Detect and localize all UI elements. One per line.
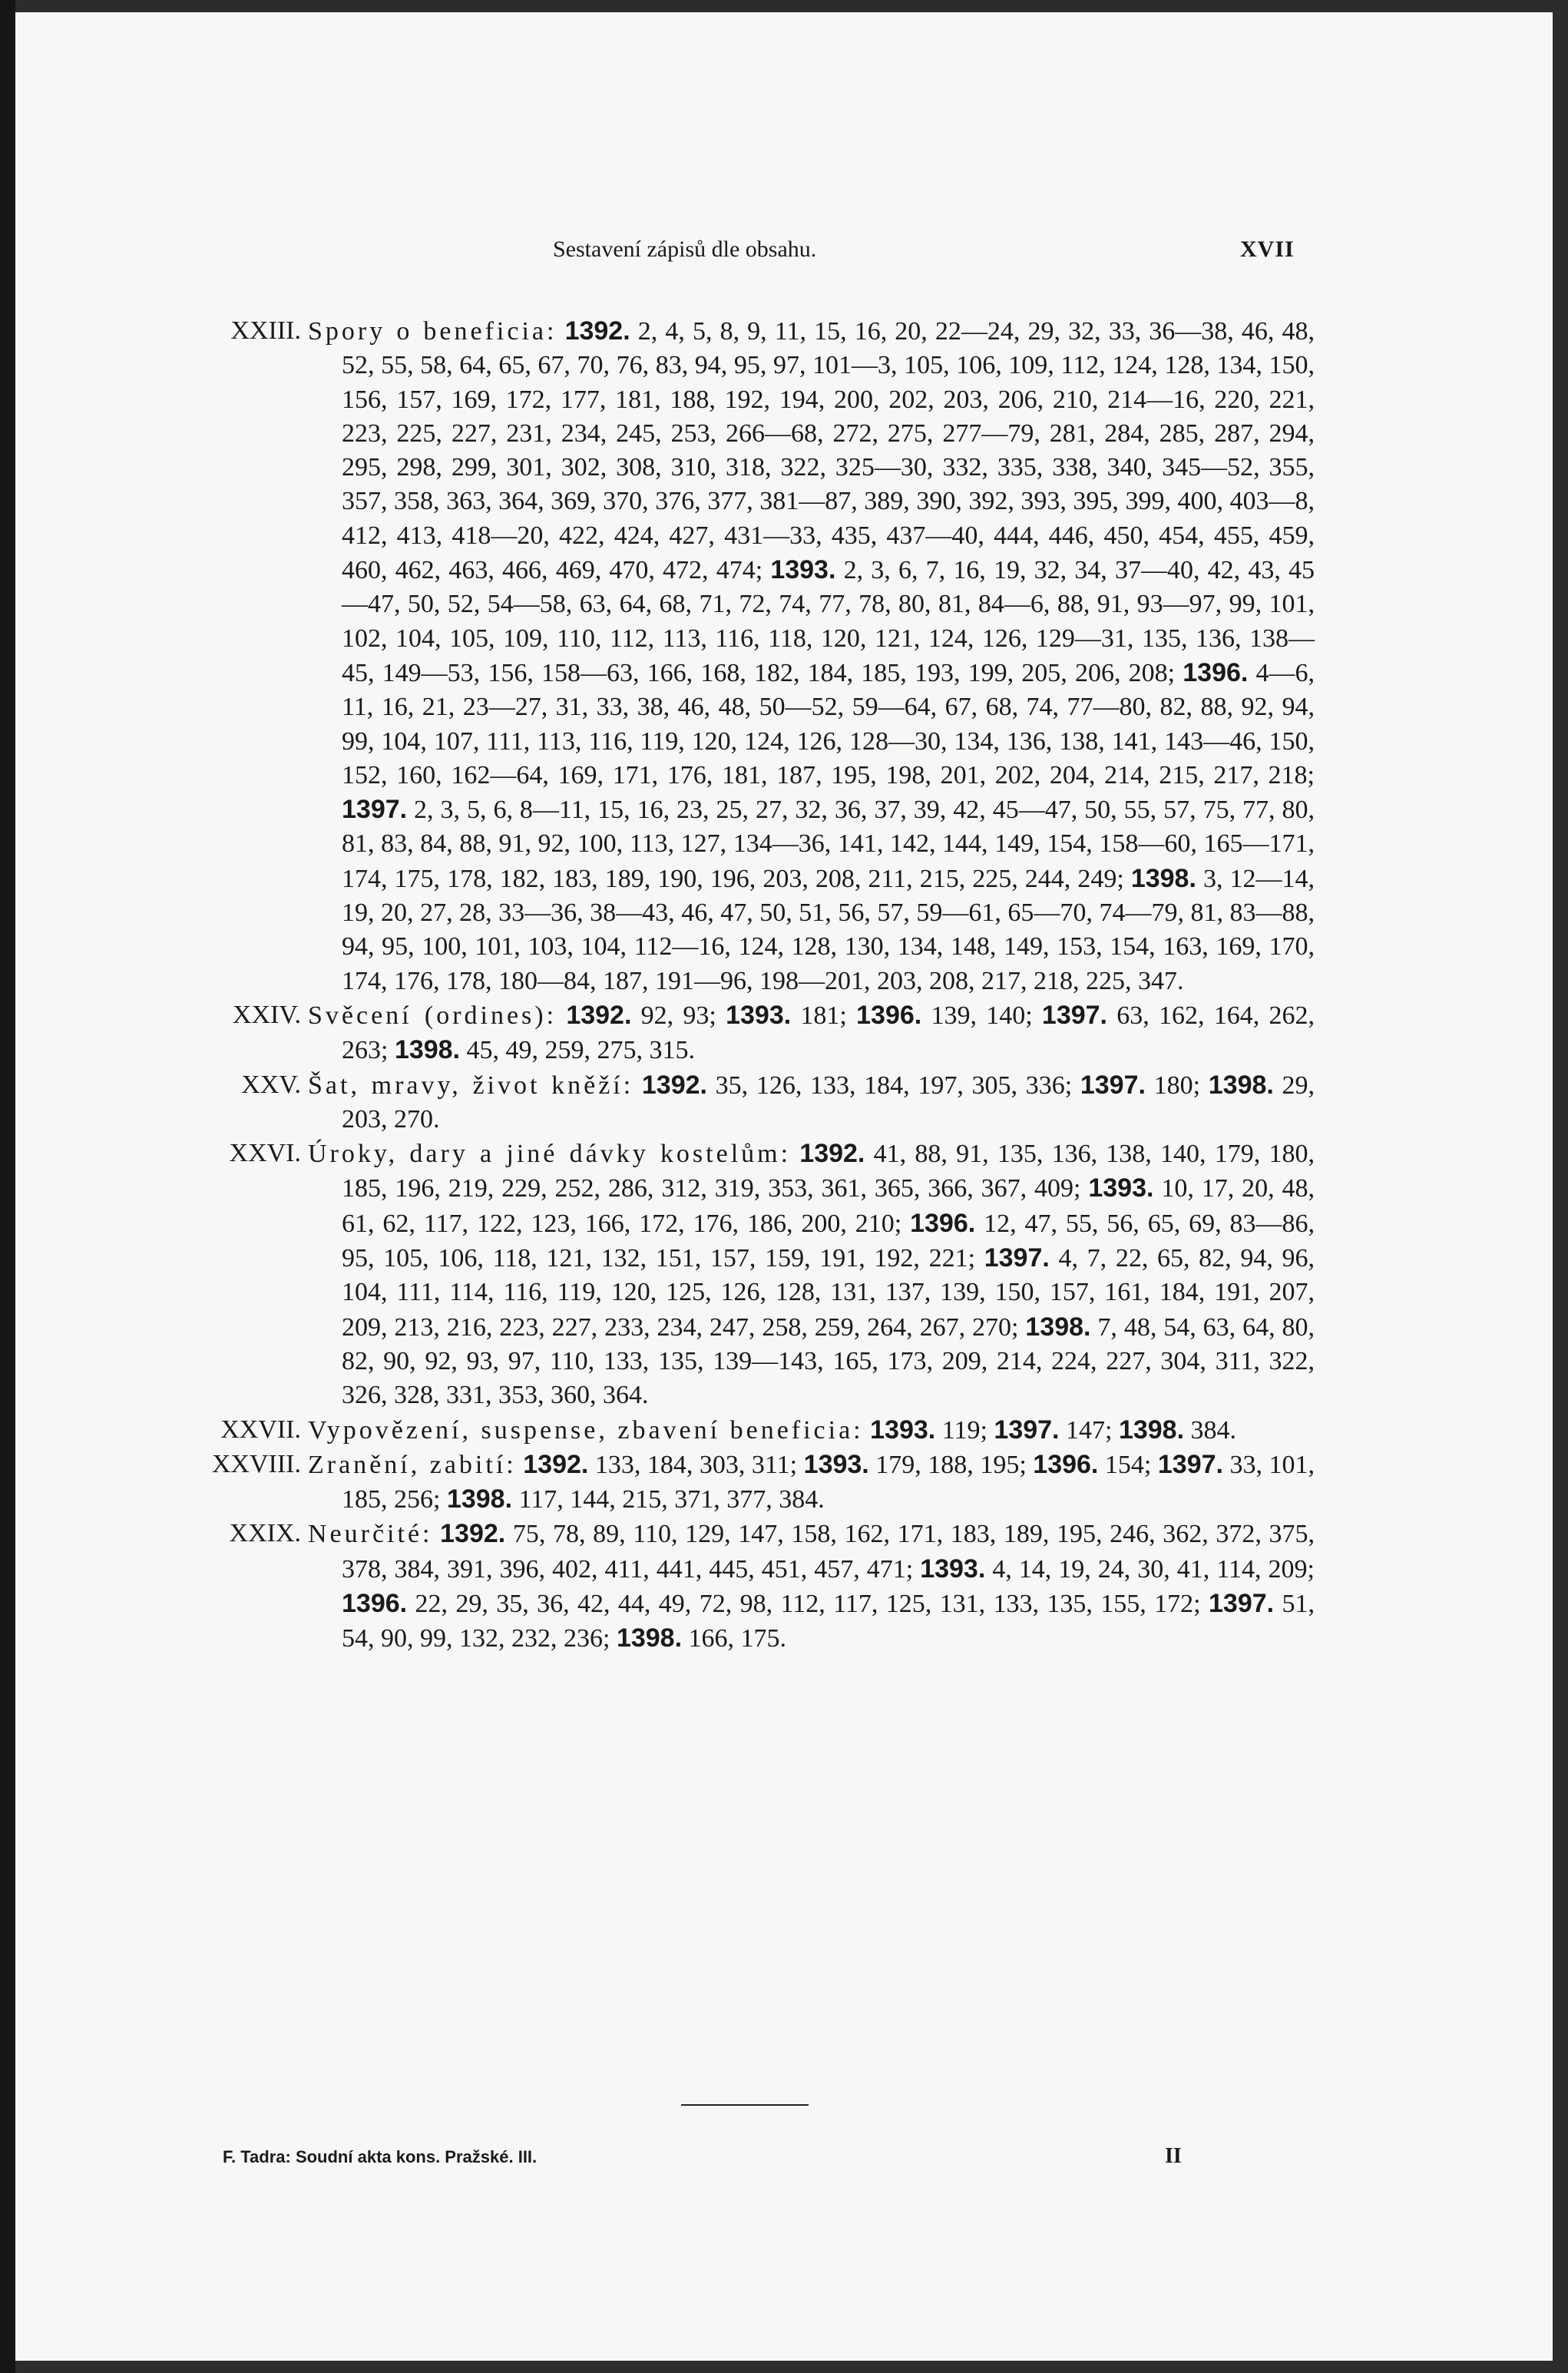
year-label: 1397.: [342, 795, 408, 825]
year-label: 1392.: [641, 1070, 707, 1100]
year-label: 1393.: [726, 1000, 792, 1030]
record-numbers: 119;: [935, 1415, 994, 1445]
entry-roman-numeral: XXIX.: [229, 1519, 301, 1548]
year-label: 1397.: [994, 1415, 1060, 1445]
running-header: [15, 232, 1553, 270]
year-label: 1398.: [1208, 1070, 1274, 1100]
index-entry: [15, 1413, 1553, 1448]
year-label: 1393.: [920, 1554, 986, 1584]
record-numbers: 7, 48, 54, 63, 64, 80, 82, 90, 92, 93, 97, 110, 133, 135, 139—143, 165, 173, 209, 214, 224, 227, 304, 311, 322, 326, 328, 331, 353, 360, 364.: [342, 1312, 1315, 1410]
year-label: 1393.: [770, 555, 836, 585]
record-numbers: 12, 47, 55, 56, 65, 69, 83—86, 95, 105, 106, 118, 121, 132, 151, 157, 159, 191, 192, 221;: [342, 1209, 1315, 1273]
year-label: 1397.: [1080, 1070, 1146, 1100]
entry-text: [308, 314, 1315, 998]
record-numbers: 75, 78, 89, 110, 129, 147, 158, 162, 171, 183, 189, 195, 246, 362, 372, 375, 378, 384, 391, 396, 402, 411, 441, 445, 451, 457, 471;: [342, 1520, 1315, 1584]
entry-heading: Spory o beneficia:: [308, 317, 557, 346]
year-label: 1396.: [910, 1208, 976, 1238]
year-label: 1392.: [564, 316, 630, 346]
year-label: 1397.: [1041, 1000, 1108, 1030]
record-numbers: 179, 188, 195;: [868, 1450, 1034, 1479]
year-label: 1393.: [803, 1449, 869, 1479]
entry-heading: Úroky, dary a jiné dávky kostelům:: [308, 1140, 792, 1169]
entry-heading: Vypovězení, suspense, zbavení beneficia:: [308, 1415, 864, 1445]
year-label: 1396.: [856, 1000, 922, 1030]
year-label: 1398.: [446, 1484, 513, 1514]
entry-text: [308, 1413, 1315, 1448]
entry-heading: Zranění, zabití:: [308, 1450, 517, 1479]
index-entry: [15, 1517, 1553, 1656]
running-title: Sestavení zápisů dle obsahu.: [553, 237, 817, 262]
record-numbers: 45, 49, 259, 275, 315.: [460, 1036, 696, 1065]
year-label: 1398.: [394, 1035, 461, 1065]
index-entry: [15, 1448, 1553, 1517]
year-label: 1392.: [523, 1449, 589, 1479]
index-entry: [15, 1137, 1553, 1412]
record-numbers: 4, 7, 22, 65, 82, 94, 96, 104, 111, 114, 116, 119, 120, 125, 126, 128, 131, 137, 139, 150, 157, 161, 184, 191, 207, 209, 213, 216, 223, 227, 233, 234, 247, 258, 259, 264, 267, 270;: [342, 1244, 1315, 1342]
record-numbers: 92, 93;: [631, 1001, 726, 1030]
entry-heading: Neurčité:: [308, 1520, 433, 1549]
book-page: [15, 12, 1553, 2361]
entry-text: [308, 1068, 1315, 1137]
year-label: 1397.: [1157, 1449, 1223, 1479]
record-numbers: 51, 54, 90, 99, 132, 232, 236;: [342, 1589, 1315, 1653]
entry-roman-numeral: XXIV.: [232, 1000, 301, 1029]
entry-roman-numeral: XXV.: [241, 1070, 301, 1099]
record-numbers: 4—6, 11, 16, 21, 23—27, 31, 33, 38, 46, 48, 50—52, 59—64, 67, 68, 74, 77—80, 82, 88, 92, 94, 99, 104, 107, 111, 113, 116, 119, 120, 124, 126, 128—30, 134, 136, 138, 141, 143—46, 150, 152, 160, 162—64, 169, 171, 176, 181, 187, 195, 198, 201, 202, 204, 214, 215, 217, 218;: [342, 658, 1315, 789]
year-label: 1392.: [440, 1519, 506, 1549]
year-label: 1393.: [870, 1415, 936, 1445]
entry-text: [308, 1448, 1315, 1517]
entry-text: [308, 1517, 1315, 1656]
record-numbers: 154;: [1098, 1450, 1158, 1479]
entry-text: [308, 998, 1315, 1068]
page-footer: [15, 2143, 1553, 2181]
year-label: 1393.: [1088, 1173, 1154, 1203]
record-numbers: 180;: [1145, 1071, 1209, 1100]
index-entry: [15, 998, 1553, 1068]
record-numbers: 22, 29, 35, 36, 42, 44, 49, 72, 98, 112, 117, 125, 131, 133, 135, 155, 172;: [407, 1589, 1209, 1618]
record-numbers: 147;: [1059, 1415, 1119, 1445]
record-numbers: 384.: [1184, 1415, 1237, 1445]
record-numbers: 63, 162, 164, 262, 263;: [342, 1001, 1315, 1065]
year-label: 1397.: [1209, 1588, 1275, 1618]
entry-heading: Svěcení (ordines):: [308, 1001, 557, 1030]
record-numbers: 33, 101, 185, 256;: [342, 1450, 1315, 1514]
record-numbers: 166, 175.: [682, 1624, 787, 1653]
year-label: 1397.: [984, 1243, 1050, 1273]
entry-roman-numeral: XXVI.: [229, 1139, 301, 1168]
page-number: XVII: [1240, 237, 1295, 262]
entry-roman-numeral: XXVIII.: [211, 1449, 301, 1478]
record-numbers: 2, 4, 5, 8, 9, 11, 15, 16, 20, 22—24, 29, 32, 33, 36—38, 46, 48, 52, 55, 58, 64, 65, 67, 70, 76, 83, 94, 95, 97, 101—3, 105, 106, 109, 112, 124, 128, 134, 150, 156, 157, 169, 172, 177, 181, 188, 192, 194, 200, 202, 203, 206, 210, 214—16, 220, 221, 223, 225, 227, 231, 234, 245, 253, 266—68, 272, 275, 277—79, 281, 284, 285, 287, 294, 295, 298, 299, 301, 302, 308, 310, 318, 322, 325—30, 332, 335, 338, 340, 345—52, 355, 357, 358, 363, 364, 369, 370, 376, 377, 381—87, 389, 390, 392, 393, 395, 399, 400, 403—8, 412, 413, 418—20, 422, 424, 427, 431—33, 435, 437—40, 444, 446, 450, 454, 455, 459, 460, 462, 463, 466, 469, 470, 472, 474;: [342, 317, 1315, 585]
entry-heading: Šat, mravy, život kněží:: [308, 1071, 634, 1100]
record-numbers: 139, 140;: [921, 1001, 1042, 1030]
year-label: 1396.: [1183, 657, 1249, 687]
index-entries: [15, 314, 1553, 1656]
year-label: 1398.: [616, 1623, 683, 1653]
record-numbers: 35, 126, 133, 184, 197, 305, 336;: [706, 1071, 1080, 1100]
record-numbers: 3, 12—14, 19, 20, 27, 28, 33—36, 38—43, 46, 47, 50, 51, 56, 57, 59—61, 65—70, 74—79, 81, 83—88, 94, 95, 100, 101, 103, 104, 112—16, 124, 128, 130, 134, 148, 149, 153, 154, 163, 169, 170, 174, 176, 178, 180—84, 187, 191—96, 198—201, 203, 208, 217, 218, 225, 347.: [342, 864, 1315, 995]
record-numbers: 117, 144, 215, 371, 377, 384.: [512, 1485, 825, 1514]
signature-mark: II: [1165, 2144, 1182, 2168]
year-label: 1396.: [342, 1588, 408, 1618]
record-numbers: 2, 3, 5, 6, 8—11, 15, 16, 23, 25, 27, 32, 36, 37, 39, 42, 45—47, 50, 55, 57, 75, 77, 80, 81, 83, 84, 88, 91, 92, 100, 113, 127, 134—36, 141, 142, 144, 149, 154, 158—60, 165—171, 174, 175, 178, 182, 183, 189, 190, 196, 203, 208, 211, 215, 225, 244, 249;: [342, 796, 1315, 893]
entry-roman-numeral: XXIII.: [230, 316, 301, 345]
year-label: 1398.: [1118, 1415, 1185, 1445]
scan-left-edge: [0, 0, 15, 2373]
record-numbers: 181;: [791, 1001, 857, 1030]
record-numbers: 41, 88, 91, 135, 136, 138, 140, 179, 180, 185, 196, 219, 229, 252, 286, 312, 319, 353, 361, 365, 366, 367, 409;: [342, 1140, 1315, 1203]
record-numbers: 4, 14, 19, 24, 30, 41, 114, 209;: [985, 1554, 1315, 1584]
entry-text: [308, 1137, 1315, 1412]
record-numbers: 10, 17, 20, 48, 61, 62, 117, 122, 123, 166, 172, 176, 186, 200, 210;: [342, 1174, 1315, 1238]
year-label: 1398.: [1025, 1312, 1091, 1342]
index-entry: [15, 1068, 1553, 1137]
record-numbers: 133, 184, 303, 311;: [588, 1450, 804, 1479]
record-numbers: 2, 3, 6, 7, 16, 19, 32, 34, 37—40, 42, 43, 45—47, 50, 52, 54—58, 63, 64, 68, 71, 72, 74, 77, 78, 80, 81, 84—6, 88, 91, 93—97, 99, 101, 102, 104, 105, 109, 110, 112, 113, 116, 118, 120, 121, 124, 126, 129—31, 135, 136, 138—45, 149—53, 156, 158—63, 166, 168, 182, 184, 185, 193, 199, 205, 206, 208;: [342, 556, 1315, 687]
year-label: 1398.: [1130, 863, 1196, 893]
footer-rule: [681, 2104, 809, 2106]
year-label: 1396.: [1033, 1449, 1099, 1479]
index-entry: [15, 314, 1553, 998]
source-citation: F. Tadra: Soudní akta kons. Pražské. III.: [223, 2147, 538, 2166]
entry-roman-numeral: XXVII.: [220, 1415, 301, 1444]
year-label: 1392.: [566, 1000, 632, 1030]
year-label: 1392.: [799, 1139, 865, 1169]
record-numbers: 29, 203, 270.: [342, 1071, 1315, 1134]
